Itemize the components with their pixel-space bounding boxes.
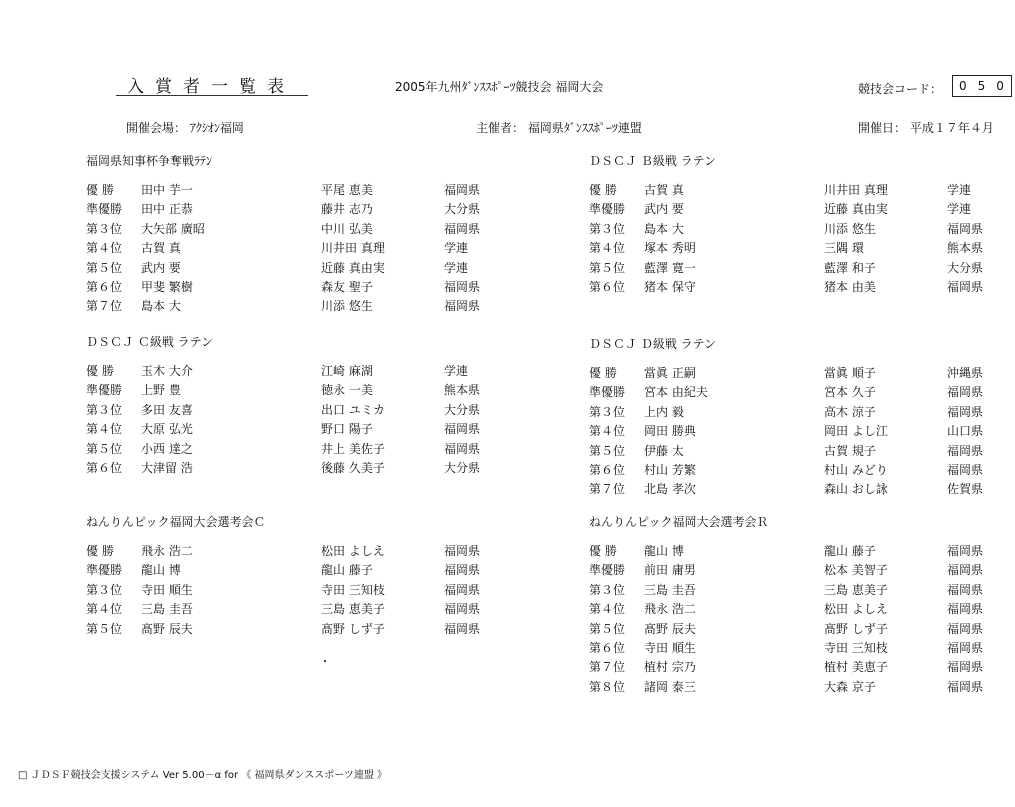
- result-row: [86, 561, 496, 580]
- rank-label: 準優勝: [86, 383, 123, 398]
- partner-name: 近藤 真由実: [824, 202, 888, 217]
- result-row: [86, 440, 496, 459]
- leader-name: 武内 要: [644, 202, 684, 217]
- leader-name: 北島 孝次: [644, 482, 696, 497]
- partner-name: 藍澤 和子: [824, 260, 876, 275]
- competition-code-label: 競技会コード：: [858, 82, 943, 96]
- result-row: [86, 200, 496, 219]
- partner-name: 猪本 由美: [824, 279, 876, 294]
- leader-name: 甲斐 繁樹: [141, 279, 193, 294]
- partner-name: 松田 よしえ: [321, 544, 385, 558]
- result-row: [589, 442, 999, 461]
- rank-label: 第６位: [589, 462, 626, 477]
- rank-label: 第６位: [589, 640, 626, 655]
- rank-label: 第５位: [86, 260, 123, 275]
- result-row: [589, 600, 999, 619]
- section-title: ねんりんピック福岡大会選考会Ｃ: [86, 515, 266, 529]
- leader-name: 伊藤 太: [644, 443, 684, 458]
- rank-label: 第３位: [589, 404, 626, 419]
- partner-name: 植村 美恵子: [824, 660, 888, 675]
- title-underline: [116, 95, 308, 96]
- affiliation: 福岡県: [444, 183, 481, 197]
- leader-name: 上内 毅: [644, 404, 684, 419]
- result-row: [86, 278, 496, 297]
- affiliation: 福岡県: [444, 441, 481, 456]
- result-row: [86, 401, 496, 420]
- partner-name: 高木 涼子: [824, 404, 876, 419]
- affiliation: 学連: [444, 241, 469, 256]
- partner-name: 大森 京子: [824, 679, 876, 694]
- affiliation: 大分県: [444, 402, 481, 417]
- result-row: [86, 239, 496, 258]
- partner-name: 川井田 真理: [824, 183, 888, 197]
- leader-name: 猪本 保守: [644, 279, 696, 294]
- result-row: [589, 678, 999, 697]
- results-section: [86, 513, 496, 639]
- rank-label: 優 勝: [86, 544, 114, 558]
- result-row: [589, 364, 999, 383]
- partner-name: 近藤 真由実: [321, 260, 385, 275]
- affiliation: 熊本県: [947, 241, 984, 256]
- result-row: [589, 220, 999, 239]
- leader-name: 多田 友喜: [141, 402, 193, 417]
- results-section: [589, 335, 999, 500]
- leader-name: 小西 達之: [141, 441, 193, 456]
- result-row: [86, 381, 496, 400]
- rank-label: 第６位: [86, 460, 123, 475]
- leader-name: 岡田 勝典: [644, 424, 696, 439]
- partner-name: 三隅 環: [824, 241, 864, 256]
- result-row: [589, 239, 999, 258]
- affiliation: 福岡県: [947, 221, 984, 236]
- affiliation: 福岡県: [947, 443, 984, 458]
- leader-name: 飛永 浩二: [644, 602, 696, 617]
- rank-label: 第７位: [589, 482, 626, 497]
- competition-code-box: 050: [952, 75, 1012, 97]
- scan-dot: [324, 660, 326, 662]
- affiliation: 山口県: [947, 424, 984, 439]
- affiliation: 福岡県: [444, 422, 481, 437]
- rank-label: 第３位: [86, 582, 123, 597]
- partner-name: 野口 陽子: [321, 422, 373, 437]
- affiliation: 学連: [947, 183, 972, 197]
- affiliation: 福岡県: [947, 279, 984, 294]
- leader-name: 寺田 順生: [644, 640, 696, 655]
- results-section: [86, 152, 496, 317]
- partner-name: 松田 よしえ: [824, 602, 888, 617]
- rank-label: 準優勝: [589, 563, 626, 578]
- leader-name: 上野 豊: [141, 383, 181, 398]
- affiliation: 福岡県: [444, 602, 481, 617]
- affiliation: 沖縄県: [947, 366, 984, 380]
- rank-label: 準優勝: [86, 563, 123, 578]
- affiliation: 学連: [947, 202, 972, 217]
- affiliation: 福岡県: [444, 563, 481, 578]
- partner-name: 三島 恵美子: [824, 582, 888, 597]
- partner-name: 出口 ユミカ: [321, 402, 385, 417]
- rank-label: 第８位: [589, 679, 626, 694]
- leader-name: 玉木 大介: [141, 364, 193, 378]
- affiliation: 福岡県: [444, 544, 481, 558]
- rank-label: 第４位: [589, 241, 626, 256]
- result-row: [86, 362, 496, 381]
- affiliation: 学連: [444, 364, 469, 378]
- result-row: [589, 561, 999, 580]
- rank-label: 第４位: [86, 602, 123, 617]
- partner-name: 松本 美智子: [824, 563, 888, 578]
- result-row: [86, 297, 496, 316]
- rank-label: 準優勝: [589, 385, 626, 400]
- leader-name: 前田 庸男: [644, 563, 696, 578]
- rank-label: 第３位: [86, 221, 123, 236]
- rank-label: 第５位: [86, 441, 123, 456]
- partner-name: 川添 悠生: [824, 221, 876, 236]
- footer-note: □ ＪＤＳＦ競技会支援システム Ver 5.00－α for 《 福岡県ダンススポーツ連盟 》: [18, 770, 388, 781]
- document-title: 入賞者一覧表: [127, 77, 295, 97]
- leader-name: 龍山 博: [141, 563, 181, 578]
- rank-label: 第６位: [86, 279, 123, 294]
- affiliation: 福岡県: [947, 679, 984, 694]
- affiliation: 福岡県: [947, 462, 984, 477]
- affiliation: 福岡県: [947, 602, 984, 617]
- result-row: [589, 259, 999, 278]
- affiliation: 福岡県: [947, 544, 984, 558]
- rank-label: 第３位: [589, 582, 626, 597]
- rank-label: 優 勝: [589, 366, 617, 380]
- rank-label: 第５位: [589, 260, 626, 275]
- leader-name: 島本 大: [644, 221, 684, 236]
- rank-label: 第５位: [589, 443, 626, 458]
- venue: 開催会場： ｱｸｼｵﾝ福岡: [126, 121, 244, 135]
- rank-label: 第７位: [86, 299, 123, 314]
- leader-name: 田中 芋一: [141, 183, 193, 197]
- leader-name: 武内 要: [141, 260, 181, 275]
- partner-name: 龍山 藤子: [824, 544, 876, 558]
- rank-label: 準優勝: [589, 202, 626, 217]
- affiliation: 福岡県: [444, 621, 481, 636]
- leader-name: 藍澤 寛一: [644, 260, 696, 275]
- affiliation: 福岡県: [444, 279, 481, 294]
- leader-name: 大津留 浩: [141, 460, 193, 475]
- affiliation: 佐賀県: [947, 482, 984, 497]
- partner-name: 藤井 志乃: [321, 202, 373, 217]
- partner-name: 當眞 順子: [824, 366, 876, 380]
- partner-name: 村山 みどり: [824, 462, 888, 477]
- affiliation: 学連: [444, 260, 469, 275]
- affiliation: 福岡県: [444, 299, 481, 314]
- section-title: ＤＳＣＪ Ｂ級戦 ラテン: [589, 154, 717, 168]
- affiliation: 福岡県: [947, 563, 984, 578]
- leader-name: 飛永 浩二: [141, 544, 193, 558]
- rank-label: 優 勝: [86, 364, 114, 378]
- leader-name: 三島 圭吾: [644, 582, 696, 597]
- partner-name: 寺田 三知枝: [824, 640, 888, 655]
- partner-name: 三島 恵美子: [321, 602, 385, 617]
- result-row: [589, 639, 999, 658]
- affiliation: 熊本県: [444, 383, 481, 398]
- partner-name: 髙野 しず子: [824, 621, 888, 636]
- leader-name: 古賀 真: [644, 183, 684, 197]
- result-row: [589, 403, 999, 422]
- result-row: [589, 581, 999, 600]
- partner-name: 岡田 よし江: [824, 424, 888, 439]
- organizer: 主催者： 福岡県ﾀﾞﾝｽｽﾎﾟｰﾂ連盟: [476, 121, 642, 135]
- section-title: ＤＳＣＪ Ｄ級戦 ラテン: [589, 337, 717, 351]
- result-row: [589, 542, 999, 561]
- affiliation: 福岡県: [444, 582, 481, 597]
- affiliation: 大分県: [444, 202, 481, 217]
- result-row: [589, 200, 999, 219]
- result-row: [589, 620, 999, 639]
- leader-name: 髙野 辰夫: [644, 621, 696, 636]
- rank-label: 第５位: [86, 621, 123, 636]
- partner-name: 森友 聖子: [321, 279, 373, 294]
- leader-name: 三島 圭吾: [141, 602, 193, 617]
- rank-label: 第３位: [589, 221, 626, 236]
- result-row: [86, 420, 496, 439]
- affiliation: 福岡県: [947, 621, 984, 636]
- affiliation: 福岡県: [947, 582, 984, 597]
- result-row: [86, 181, 496, 200]
- leader-name: 宮本 由紀夫: [644, 385, 708, 400]
- section-title: ねんりんピック福岡大会選考会Ｒ: [589, 515, 769, 529]
- rank-label: 第３位: [86, 402, 123, 417]
- results-section: [589, 513, 999, 697]
- rank-label: 第４位: [589, 424, 626, 439]
- partner-name: 井上 美佐子: [321, 441, 385, 456]
- rank-label: 第４位: [86, 422, 123, 437]
- partner-name: 川添 悠生: [321, 299, 373, 314]
- partner-name: 森山 おし詠: [824, 482, 888, 497]
- affiliation: 福岡県: [947, 640, 984, 655]
- affiliation: 福岡県: [947, 660, 984, 675]
- result-row: [86, 600, 496, 619]
- partner-name: 寺田 三知枝: [321, 582, 385, 597]
- results-section: [86, 333, 496, 478]
- rank-label: 優 勝: [86, 183, 114, 197]
- event-date: 開催日： 平成１７年４月: [858, 121, 994, 135]
- partner-name: 平尾 恵美: [321, 183, 373, 197]
- affiliation: 大分県: [444, 460, 481, 475]
- leader-name: 當眞 正嗣: [644, 366, 696, 380]
- rank-label: 第４位: [589, 602, 626, 617]
- partner-name: 髙野 しず子: [321, 621, 385, 636]
- leader-name: 諸岡 泰三: [644, 679, 696, 694]
- affiliation: 大分県: [947, 260, 984, 275]
- rank-label: 第７位: [589, 660, 626, 675]
- result-row: [86, 581, 496, 600]
- result-row: [589, 658, 999, 677]
- partner-name: 後藤 久美子: [321, 460, 385, 475]
- leader-name: 大原 弘光: [141, 422, 193, 437]
- rank-label: 優 勝: [589, 544, 617, 558]
- rank-label: 第４位: [86, 241, 123, 256]
- result-row: [589, 181, 999, 200]
- leader-name: 龍山 博: [644, 544, 684, 558]
- leader-name: 寺田 順生: [141, 582, 193, 597]
- affiliation: 福岡県: [947, 404, 984, 419]
- leader-name: 田中 正恭: [141, 202, 193, 217]
- partner-name: 川井田 真理: [321, 241, 385, 256]
- result-row: [86, 220, 496, 239]
- partner-name: 龍山 藤子: [321, 563, 373, 578]
- partner-name: 宮本 久子: [824, 385, 876, 400]
- rank-label: 優 勝: [589, 183, 617, 197]
- result-row: [86, 459, 496, 478]
- partner-name: 江崎 麻湖: [321, 364, 373, 378]
- section-title: ＤＳＣＪ Ｃ級戦 ラテン: [86, 335, 214, 349]
- results-section: [589, 152, 999, 297]
- rank-label: 第６位: [589, 279, 626, 294]
- result-row: [86, 259, 496, 278]
- result-row: [589, 480, 999, 499]
- result-row: [86, 542, 496, 561]
- partner-name: 徳永 一美: [321, 383, 373, 398]
- leader-name: 塚本 秀明: [644, 241, 696, 256]
- leader-name: 大矢部 廣昭: [141, 221, 205, 236]
- result-row: [589, 383, 999, 402]
- affiliation: 福岡県: [444, 221, 481, 236]
- section-title: 福岡県知事杯争奪戦ﾗﾃﾝ: [86, 154, 213, 168]
- leader-name: 古賀 真: [141, 241, 181, 256]
- leader-name: 村山 芳繁: [644, 462, 696, 477]
- result-row: [589, 422, 999, 441]
- rank-label: 第５位: [589, 621, 626, 636]
- result-row: [86, 620, 496, 639]
- rank-label: 準優勝: [86, 202, 123, 217]
- partner-name: 古賀 規子: [824, 443, 876, 458]
- result-row: [589, 278, 999, 297]
- leader-name: 島本 大: [141, 299, 181, 314]
- leader-name: 植村 宗乃: [644, 660, 696, 675]
- affiliation: 福岡県: [947, 385, 984, 400]
- event-name: 2005年九州ﾀﾞﾝｽｽﾎﾟｰﾂ競技会 福岡大会: [395, 80, 604, 94]
- result-row: [589, 461, 999, 480]
- leader-name: 髙野 辰夫: [141, 621, 193, 636]
- partner-name: 中川 弘美: [321, 221, 373, 236]
